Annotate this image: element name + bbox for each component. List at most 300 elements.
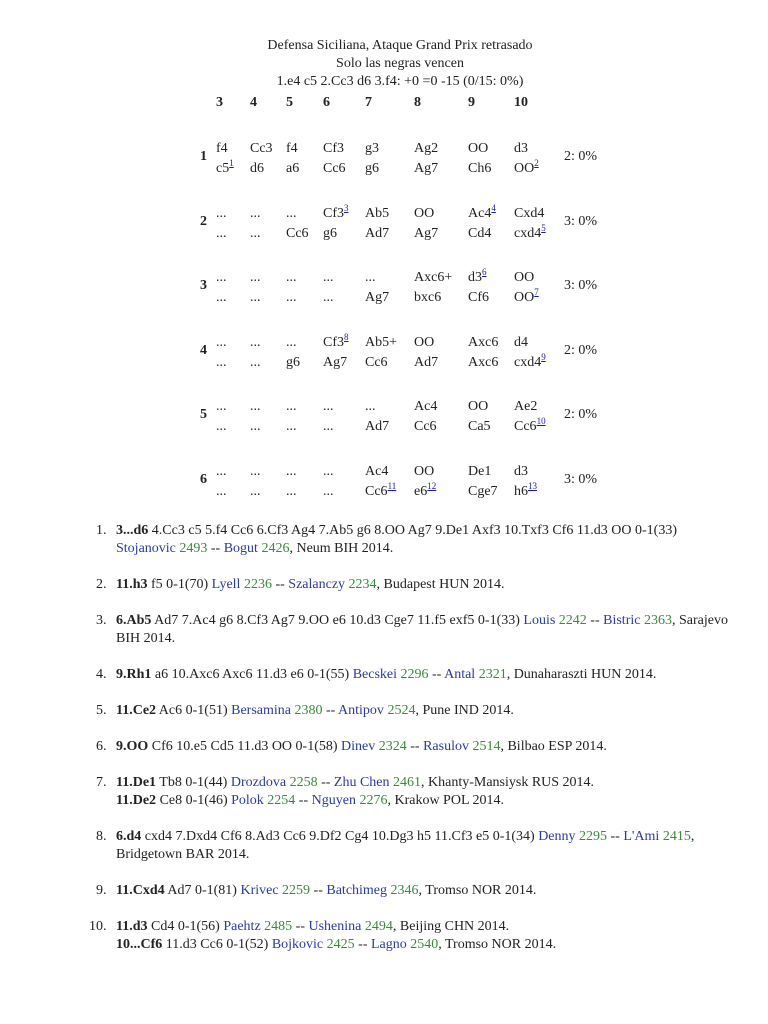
footnote-ref: [534, 287, 539, 297]
white-move: f4: [216, 141, 228, 156]
black-move: $h6^{13}$: [514, 481, 537, 499]
footnote-link-13[interactable]: 13: [528, 481, 537, 491]
row-statistics: 2: 0%: [564, 407, 598, 422]
black-move: ...: [250, 290, 261, 305]
deviation-move: 11.De1: [116, 775, 157, 790]
deviation-move: 11.h3: [116, 577, 148, 592]
deviation-move: 3...d6: [116, 523, 149, 538]
row-number-1: 1: [200, 149, 207, 164]
black-move: Cc6: [286, 226, 309, 241]
move-cell: [216, 268, 227, 308]
game-reference: 10...Cf6 11.d3 Cc6 0-1(52) Bojkovic 2425 -- Lagno 2540, Tromso NOR 2014.: [116, 937, 557, 952]
black-move: Ag7: [414, 226, 439, 241]
black-move: ...: [250, 484, 261, 499]
white-move: Ab5+: [365, 335, 398, 350]
black-move: ...: [216, 355, 227, 370]
game-moves-text: Cf6 10.e5 Cd5 11.d3 OO 0-1(58): [148, 739, 342, 754]
footnote-item: [96, 738, 736, 756]
move-cell: [250, 333, 261, 373]
game-moves-text: f5 0-1(70): [147, 577, 212, 592]
game-moves-text: Ad7 7.Ac4 g6 8.Cf3 Ag7 9.OO e6 10.d3 Cge7 11.f5 exf5 0-1(33): [151, 613, 524, 628]
white-player-name: Bojkovic: [271, 937, 324, 952]
game-reference: 11.h3 f5 0-1(70) Lyell 2236 -- Szalanczy 2234, Budapest HUN 2014.: [116, 577, 505, 592]
black-move: Ad7: [414, 355, 439, 370]
white-player-rating: 2296: [400, 667, 429, 682]
move-cell: [514, 333, 546, 373]
row-number-4: 4: [200, 343, 207, 358]
footnote-ref: [541, 352, 546, 362]
footnote-link-7[interactable]: 7: [534, 287, 539, 297]
white-move: ...: [286, 399, 297, 414]
white-player-name: Lyell: [211, 577, 241, 592]
black-move: ...: [323, 290, 334, 305]
move-cell: [286, 333, 300, 373]
white-player-name: Krivec: [240, 883, 279, 898]
footnote-link-5[interactable]: 5: [541, 223, 546, 233]
black-move: ...: [216, 226, 227, 241]
black-move: Ag7: [365, 290, 390, 305]
black-player-name: Zhu Chen: [333, 775, 390, 790]
move-cell: [365, 462, 396, 502]
black-move: Axc6: [468, 355, 499, 370]
white-move: $Cf3^8$: [323, 332, 349, 350]
footnote-item: [96, 612, 736, 648]
move-cell: [414, 139, 438, 179]
footnote-ref: [491, 203, 496, 213]
footnote-link-2[interactable]: 2: [534, 158, 539, 168]
deviation-move: 9.OO: [116, 739, 149, 754]
row-statistics: 3: 0%: [564, 472, 598, 487]
move-cell: [414, 333, 438, 373]
deviation-move: 11.d3: [116, 919, 148, 934]
column-header-move-4: 4: [250, 95, 257, 110]
black-move: $Cc6^{10}$: [514, 416, 546, 434]
document-subtitle: Solo las negras vencen: [336, 56, 464, 71]
black-move: Ca5: [468, 419, 491, 434]
black-player-name: Ushenina: [308, 919, 362, 934]
game-reference: 6.d4 cxd4 7.Dxd4 Cf6 8.Ad3 Cc6 9.Df2 Cg4 10.Dg3 h5 11.Cf3 e5 0-1(34) Denny 2295 -- L'Ami 2415, Bridgetown BAR 2014.: [116, 829, 695, 862]
footnote-item: [96, 882, 736, 900]
row-number-3: 3: [200, 278, 207, 293]
white-move: OO: [468, 399, 489, 414]
event-place: , Budapest HUN 2014.: [376, 577, 505, 592]
move-cell: [514, 268, 539, 308]
move-cell: [286, 268, 297, 308]
white-move: ...: [323, 464, 334, 479]
black-move: ...: [323, 419, 334, 434]
row-number-5: 5: [200, 407, 207, 422]
white-player-rating: 2425: [326, 937, 355, 952]
white-move: OO: [514, 270, 535, 285]
white-move: ...: [216, 206, 227, 221]
white-move: Ac4: [365, 464, 389, 479]
white-move: ...: [365, 399, 376, 414]
white-move: Ae2: [514, 399, 538, 414]
footnote-number: 1.: [96, 523, 107, 538]
white-player-name: Louis: [523, 613, 556, 628]
footnote-item: [96, 522, 736, 558]
black-player-rating: 2540: [410, 937, 439, 952]
black-move: ...: [286, 419, 297, 434]
black-player-rating: 2415: [662, 829, 691, 844]
white-move: Cf3: [323, 141, 344, 156]
event-place: , Tromso NOR 2014.: [438, 937, 557, 952]
move-cell: [468, 204, 496, 244]
event-place: , Khanty-Mansiysk RUS 2014.: [421, 775, 595, 790]
white-player-rating: 2380: [294, 703, 323, 718]
white-move: ...: [323, 270, 334, 285]
black-move: $cxd4^9$: [514, 352, 546, 370]
black-player-name: Antipov: [338, 703, 384, 718]
black-player-name: Szalanczy: [288, 577, 346, 592]
footnote-number: 8.: [96, 829, 107, 844]
column-header-move-10: 10: [514, 95, 528, 110]
white-move: OO: [414, 464, 435, 479]
black-player-name: Rasulov: [423, 739, 469, 754]
game-reference: 3...d6 4.Cc3 c5 5.f4 Cc6 6.Cf3 Ag4 7.Ab5 g6 8.OO Ag7 9.De1 Axf3 10.Txf3 Cf6 11.d3 OO 0-1(33) Stojanovic 2493 -- Bogut 2426, Neum BIH 2014.: [116, 523, 678, 556]
black-player-name: Batchimeg: [326, 883, 388, 898]
black-player-rating: 2321: [478, 667, 507, 682]
white-player-name: Bersamina: [231, 703, 291, 718]
white-move: Ac4: [414, 399, 438, 414]
game-moves-text: Ad7 0-1(81): [164, 883, 241, 898]
footnote-item: [96, 576, 736, 594]
game-moves-text: 4.Cc3 c5 5.f4 Cc6 6.Cf3 Ag4 7.Ab5 g6 8.OO Ag7 9.De1 Axf3 10.Txf3 Cf6 11.d3 OO 0-1(33): [148, 523, 678, 538]
black-move: ...: [216, 419, 227, 434]
move-cell: [323, 333, 349, 373]
black-move: a6: [286, 161, 300, 176]
black-move: Cge7: [468, 484, 498, 499]
move-cell: [216, 139, 234, 179]
black-player-name: Antal: [444, 667, 476, 682]
move-cell: [250, 204, 261, 244]
black-move: bxc6: [414, 290, 442, 305]
game-moves-text: 11.d3 Cc6 0-1(52): [162, 937, 272, 952]
white-move: d3: [514, 464, 528, 479]
footnote-ref: [534, 158, 539, 168]
footnote-ref: [229, 158, 234, 168]
move-cell: [414, 204, 438, 244]
white-move: ...: [286, 270, 297, 285]
footnote-ref: [388, 481, 397, 491]
move-cell: [414, 462, 436, 502]
black-player-rating: 2461: [393, 775, 421, 790]
white-move: OO: [414, 335, 435, 350]
move-cell: [468, 268, 489, 308]
black-move: $Cc6^{11}$: [365, 481, 397, 499]
footnote-item: [89, 918, 736, 954]
footnote-link-8[interactable]: 8: [344, 332, 349, 342]
deviation-move: 9.Rh1: [116, 667, 152, 682]
footnote-ref: [482, 267, 487, 277]
footnote-item: [96, 774, 736, 810]
white-move: ...: [250, 270, 261, 285]
move-cell: [468, 397, 491, 437]
move-cell: [286, 204, 309, 244]
white-move: ...: [286, 464, 297, 479]
move-cell: [250, 268, 261, 308]
white-player-name: Stojanovic: [116, 541, 176, 556]
white-move: ...: [250, 206, 261, 221]
white-move: ...: [286, 335, 297, 350]
move-cell: [216, 333, 227, 373]
move-cell: [250, 397, 261, 437]
black-move: Ch6: [468, 161, 492, 176]
black-player-rating: 2524: [387, 703, 416, 718]
white-move: Ag2: [414, 141, 439, 156]
white-player-rating: 2236: [243, 577, 272, 592]
black-move: Cc6: [323, 161, 346, 176]
footnotes-list: [89, 522, 736, 972]
black-move: $cxd4^5$: [514, 223, 546, 241]
black-move: g6: [365, 161, 379, 176]
footnote-number: 4.: [96, 667, 107, 682]
white-player-rating: 2259: [282, 883, 311, 898]
footnote-number: 2.: [96, 577, 107, 592]
white-move: De1: [468, 464, 492, 479]
move-cell: [514, 462, 537, 502]
footnote-item: [96, 828, 736, 864]
move-cell: [250, 139, 273, 179]
footnote-link-10[interactable]: 10: [536, 416, 546, 426]
move-cell: [216, 204, 227, 244]
black-move: Cc6: [365, 355, 388, 370]
white-move: ...: [250, 335, 261, 350]
footnote-ref: [344, 203, 349, 213]
white-move: ...: [250, 399, 261, 414]
black-player-rating: 2494: [364, 919, 393, 934]
white-move: ...: [250, 464, 261, 479]
event-place: , Dunaharaszti HUN 2014.: [506, 667, 657, 682]
event-place: , Beijing CHN 2014.: [392, 919, 510, 934]
footnote-ref: [528, 481, 537, 491]
black-move: Cc6: [414, 419, 437, 434]
deviation-move: 11.Ce2: [116, 703, 157, 718]
row-statistics: 3: 0%: [564, 214, 598, 229]
event-place: , Sarajevo BIH 2014.: [116, 613, 728, 646]
game-reference: 9.Rh1 a6 10.Axc6 Axc6 11.d3 e6 0-1(55) Becskei 2296 -- Antal 2321, Dunaharaszti HUN 2014.: [116, 667, 657, 682]
black-move: ...: [216, 290, 227, 305]
black-move: ...: [286, 290, 297, 305]
footnote-link-6[interactable]: 6: [482, 267, 487, 277]
white-move: d3: [514, 141, 528, 156]
black-player-rating: 2363: [643, 613, 672, 628]
white-player-rating: 2258: [289, 775, 318, 790]
white-player-name: Dinev: [341, 739, 376, 754]
move-cell: [365, 139, 379, 179]
black-player-name: Bistric: [603, 613, 641, 628]
move-cell: [468, 333, 498, 373]
footnote-item: [96, 702, 736, 720]
black-move: Cf6: [468, 290, 489, 305]
white-move: ...: [216, 335, 227, 350]
footnote-link-1[interactable]: 1: [229, 158, 234, 168]
white-move: ...: [216, 399, 227, 414]
move-cell: [323, 397, 334, 437]
move-cell: [216, 462, 227, 502]
game-reference: 6.Ab5 Ad7 7.Ac4 g6 8.Cf3 Ag7 9.OO e6 10.d3 Cge7 11.f5 exf5 0-1(33) Louis 2242 -- Bistric 2363, Sarajevo BIH 2014.: [116, 613, 728, 646]
white-player-rating: 2493: [179, 541, 208, 556]
white-move: ...: [286, 206, 297, 221]
white-move: f4: [286, 141, 298, 156]
white-player-rating: 2485: [264, 919, 293, 934]
move-cell: [414, 397, 437, 437]
white-player-name: Becskei: [352, 667, 398, 682]
white-player-name: Drozdova: [230, 775, 287, 790]
row-statistics: 3: 0%: [564, 278, 598, 293]
event-place: , Neum BIH 2014.: [289, 541, 394, 556]
white-move: Axc6+: [414, 270, 453, 285]
game-reference: 9.OO Cf6 10.e5 Cd5 11.d3 OO 0-1(58) Dinev 2324 -- Rasulov 2514, Bilbao ESP 2014.: [116, 739, 607, 754]
white-move: Cxd4: [514, 206, 545, 221]
move-cell: [216, 397, 227, 437]
footnote-ref: [537, 416, 546, 426]
white-move: $Ac4^4$: [468, 203, 496, 221]
footnote-link-12[interactable]: 12: [427, 481, 437, 491]
white-move: Cc3: [250, 141, 273, 156]
move-cell: [468, 139, 491, 179]
move-cell: [365, 204, 389, 244]
deviation-move: 10...Cf6: [116, 937, 163, 952]
game-reference: 11.De2 Ce8 0-1(46) Polok 2254 -- Nguyen 2276, Krakow POL 2014.: [116, 793, 504, 808]
black-move: Ad7: [365, 419, 390, 434]
black-move: ...: [323, 484, 334, 499]
white-move: g3: [365, 141, 379, 156]
white-move: ...: [323, 399, 334, 414]
document-title: Defensa Siciliana, Ataque Grand Prix retrasado: [267, 38, 533, 53]
deviation-move: 11.Cxd4: [116, 883, 165, 898]
white-move: Axc6: [468, 335, 499, 350]
black-move: Cd4: [468, 226, 492, 241]
move-cell: [365, 397, 389, 437]
white-move: ...: [216, 464, 227, 479]
black-player-rating: 2346: [390, 883, 419, 898]
move-cell: [323, 462, 334, 502]
footnote-link-11[interactable]: 11: [387, 481, 397, 491]
game-moves-text: Cd4 0-1(56): [147, 919, 224, 934]
black-move: ...: [286, 484, 297, 499]
game-reference: 11.Ce2 Ac6 0-1(51) Bersamina 2380 -- Antipov 2524, Pune IND 2014.: [116, 703, 514, 718]
white-move: ...: [216, 270, 227, 285]
deviation-move: 6.d4: [116, 829, 142, 844]
black-player-rating: 2234: [348, 577, 377, 592]
column-header-move-3: 3: [216, 95, 223, 110]
black-player-rating: 2514: [472, 739, 501, 754]
footnote-link-9[interactable]: 9: [541, 352, 546, 362]
black-move: Ag7: [414, 161, 439, 176]
column-header-move-5: 5: [286, 95, 293, 110]
white-player-rating: 2295: [579, 829, 608, 844]
move-cell: [250, 462, 261, 502]
footnote-ref: [344, 332, 349, 342]
move-cell: [468, 462, 498, 502]
column-header-move-7: 7: [365, 95, 372, 110]
move-cell: [323, 139, 346, 179]
event-place: , Krakow POL 2014.: [387, 793, 504, 808]
move-cell: [514, 397, 546, 437]
column-header-move-6: 6: [323, 95, 330, 110]
event-place: , Tromso NOR 2014.: [418, 883, 537, 898]
black-player-name: Nguyen: [311, 793, 356, 808]
move-cell: [323, 204, 349, 244]
black-player-name: L'Ami: [623, 829, 660, 844]
move-cell: [414, 268, 452, 308]
black-move: d6: [250, 161, 264, 176]
footnote-number: 5.: [96, 703, 107, 718]
black-move: $e6^{12}$: [414, 481, 437, 499]
event-place: , Bridgetown BAR 2014.: [116, 829, 695, 862]
footnote-link-3[interactable]: 3: [344, 203, 349, 213]
black-move: $OO^2$: [514, 158, 539, 176]
column-header-move-8: 8: [414, 95, 421, 110]
white-player-name: Polok: [231, 793, 264, 808]
footnote-number: 10.: [89, 919, 107, 934]
black-move: ...: [250, 226, 261, 241]
footnote-link-4[interactable]: 4: [491, 203, 496, 213]
white-move: OO: [414, 206, 435, 221]
black-move: g6: [323, 226, 337, 241]
row-statistics: 2: 0%: [564, 343, 598, 358]
row-statistics: 2: 0%: [564, 149, 598, 164]
event-place: , Pune IND 2014.: [415, 703, 514, 718]
black-move: ...: [216, 484, 227, 499]
row-number-2: 2: [200, 214, 207, 229]
move-cell: [514, 204, 546, 244]
move-cell: [286, 139, 299, 179]
black-move: Ad7: [365, 226, 390, 241]
black-move: ...: [250, 419, 261, 434]
move-cell: [365, 333, 397, 373]
document-header: [0, 37, 768, 91]
footnote-number: 9.: [96, 883, 107, 898]
footnote-number: 6.: [96, 739, 107, 754]
black-player-name: Bogut: [223, 541, 258, 556]
footnote-number: 7.: [96, 775, 107, 790]
move-cell: [286, 462, 297, 502]
row-number-6: 6: [200, 472, 207, 487]
game-moves-text: Tb8 0-1(44): [156, 775, 231, 790]
game-reference: 11.d3 Cd4 0-1(56) Paehtz 2485 -- Ushenina 2494, Beijing CHN 2014.: [116, 919, 510, 934]
black-move: $c5^1$: [216, 158, 234, 176]
event-place: , Bilbao ESP 2014.: [500, 739, 607, 754]
game-reference: 11.Cxd4 Ad7 0-1(81) Krivec 2259 -- Batchimeg 2346, Tromso NOR 2014.: [116, 883, 537, 898]
black-player-rating: 2276: [359, 793, 388, 808]
black-move: $OO^7$: [514, 287, 539, 305]
footnote-ref: [427, 481, 436, 491]
move-cell: [286, 397, 297, 437]
white-player-name: Denny: [538, 829, 576, 844]
deviation-move: 6.Ab5: [116, 613, 152, 628]
footnote-ref: [541, 223, 546, 233]
white-move: Ab5: [365, 206, 390, 221]
black-move: ...: [250, 355, 261, 370]
white-move: OO: [468, 141, 489, 156]
white-move: ...: [365, 270, 376, 285]
column-header-move-9: 9: [468, 95, 475, 110]
game-moves-text: Ac6 0-1(51): [156, 703, 232, 718]
black-move: Ag7: [323, 355, 348, 370]
white-player-rating: 2324: [378, 739, 407, 754]
opening-line-summary: 1.e4 c5 2.Cc3 d6 3.f4: +0 =0 -15 (0/15: 0%): [276, 74, 524, 89]
black-player-name: Lagno: [370, 937, 407, 952]
game-moves-text: a6 10.Axc6 Axc6 11.d3 e6 0-1(55): [151, 667, 353, 682]
white-move: $d3^6$: [468, 267, 487, 285]
game-reference: 11.De1 Tb8 0-1(44) Drozdova 2258 -- Zhu Chen 2461, Khanty-Mansiysk RUS 2014.: [116, 775, 595, 790]
black-move: g6: [286, 355, 300, 370]
black-player-rating: 2426: [261, 541, 290, 556]
footnote-item: [96, 666, 736, 684]
white-move: $Cf3^3$: [323, 203, 349, 221]
